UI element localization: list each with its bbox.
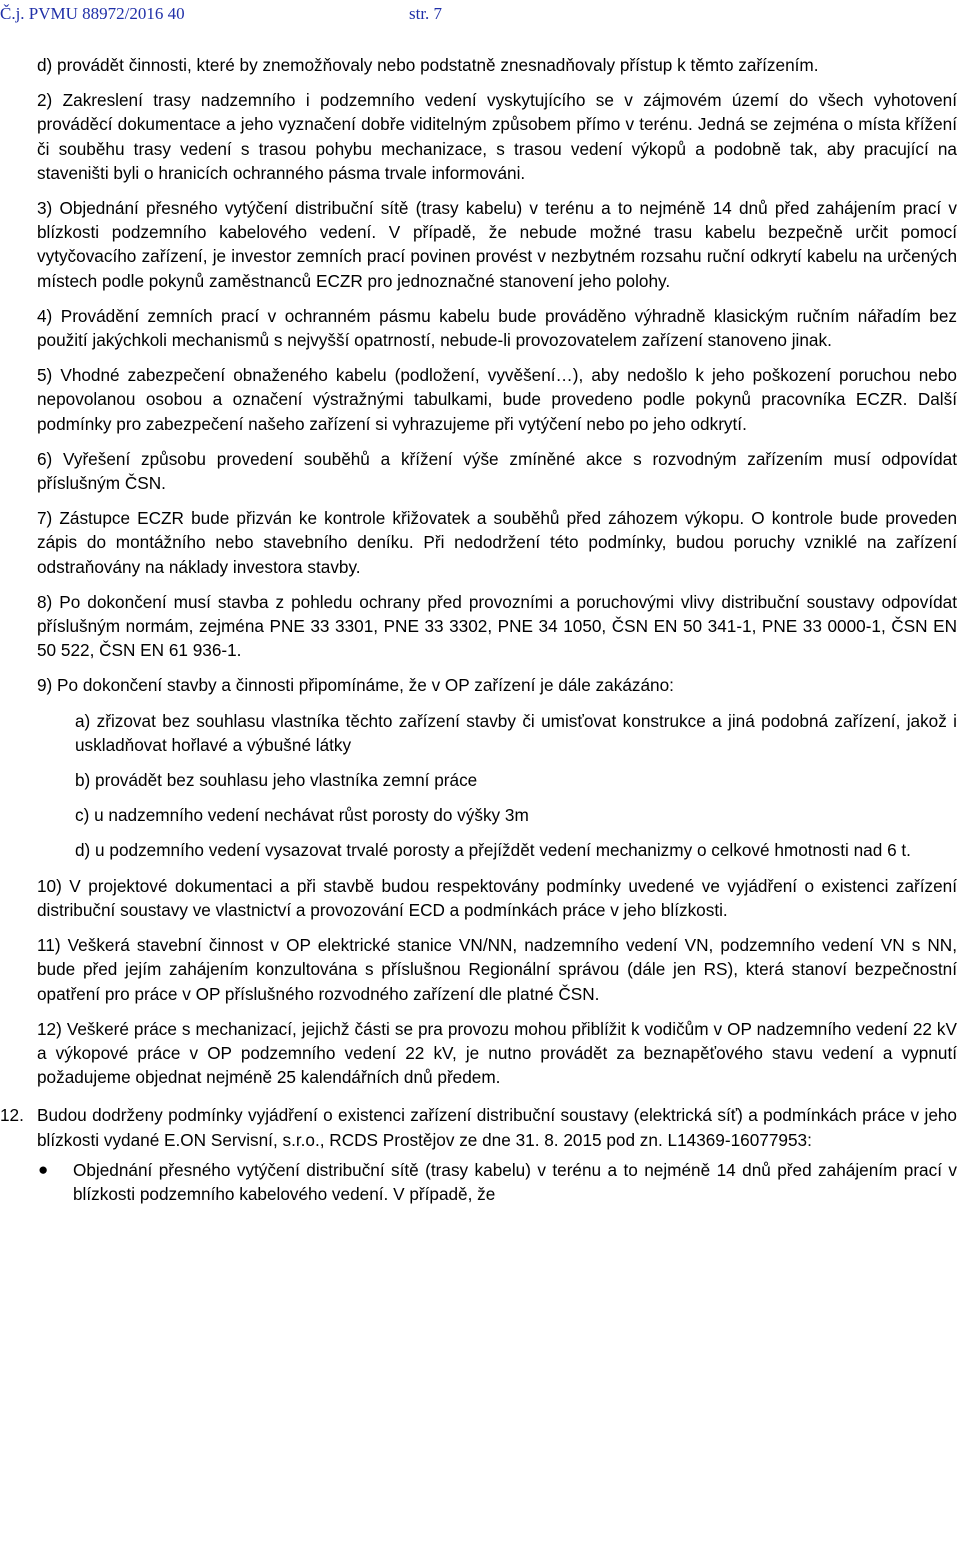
paragraph-12: 12) Veškeré práce s mechanizací, jejichž části se pra provozu mohou přiblížit k vodičům v OP nadzemního vedení 22 kV a výkopové práce v OP podzemního vedení 22 kV, je nutno provádět za beznapěťového stavu vedení a vypnutí požadujeme objednat nejméně 25 kalendářních dnů předem. (37, 1018, 957, 1088)
page-number: str. 7 (409, 4, 443, 23)
numbered-item-text: Budou dodrženy podmínky vyjádření o existenci zařízení distribuční soustavy (elektrická síť) a podmínkách práce v jeho blízkosti vydané E.ON Servisní, s.r.o., RCDS Prostějov ze dne 31. 8. 2015 pod zn. L14369-16077953: (37, 1105, 957, 1150)
numbered-item-12 (0, 1103, 957, 1151)
paragraph-4: 4) Provádění zemních prací v ochranném pásmu kabelu bude prováděno výhradně klasickým ručním nářadím bez použití jakýchkoli mechanismů s nejvyšší opatrností, nebude-li provozovatelem zařízení stanoveno jinak. (37, 305, 957, 351)
paragraph-10: 10) V projektové dokumentaci a při stavbě budou respektovány podmínky uvedené ve vyjádření o existenci zařízení distribuční soustavy ve vlastnictví a provozování ECD a podmínkách práce v jeho blízkosti. (37, 875, 957, 920)
sub-item-b: b) provádět bez souhlasu jeho vlastníka zemní práce (75, 770, 478, 791)
item-number: 12. (0, 1105, 24, 1126)
sub-item-d: d) u podzemního vedení vysazovat trvalé porosty a přejíždět vedení mechanizmy o celkové hmotnosti nad 6 t. (75, 840, 911, 861)
paragraph-6: 6) Vyřešení způsobu provedení souběhů a křížení výše zmíněné akce s rozvodným zařízením musí odpovídat příslušným ČSN. (37, 448, 957, 494)
bullet-text: Objednání přesného vytýčení distribuční sítě (trasy kabelu) v terénu a to nejméně 14 dnů před zahájením prací v blízkosti podzemního kabelového vedení. V případě, že (73, 1159, 957, 1204)
document-reference: Č.j. PVMU 88972/2016 40 (0, 4, 185, 23)
sub-item-a: a) zřizovat bez souhlasu vlastníka těchto zařízení stavby či umisťovat konstrukce a jiná podobná zařízení, jakož i uskladňovat hořlavé a výbušné látky (75, 710, 957, 755)
bullet-item (37, 1158, 957, 1206)
paragraph-11: 11) Veškerá stavební činnost v OP elektrické stanice VN/NN, nadzemního vedení VN, podzemního vedení VN s NN, bude před jejím zahájením konzultována s příslušnou Regionální správou (dále jen RS), která stanoví bezpečnostní opatření pro práce v OP příslušného rozvodného zařízení dle platné ČSN. (37, 935, 957, 1004)
bullet-icon: ● (38, 1159, 49, 1179)
paragraph-5: 5) Vhodné zabezpečení obnaženého kabelu (podložení, vyvěšení…), aby nedošlo k jeho poškození poruchou nebo nepovolanou osobou a označení výstražnými tabulkami, bude provedeno podle pokynů pracovníka ECZR. Další podmínky pro zabezpečení našeho zařízení si vyhrazujeme při vytýčení nebo po jeho odkrytí. (37, 365, 957, 434)
paragraph-3: 3) Objednání přesného vytýčení distribuční sítě (trasy kabelu) v terénu a to nejméně 14 dnů před zahájením prací v blízkosti podzemního kabelového vedení. V případě, že nebude možné trasu kabelu bezpečně určit pomocí vytyčovacího zařízení, je investor zemních prací povinen provést v nezbytném rozsahu ruční odkrytí kabelu na určených místech podle pokynů zaměstnanců ECZR pro jednoznačné stanovení jeho polohy. (37, 198, 957, 291)
page-header (0, 4, 960, 30)
document-body (0, 53, 957, 1206)
paragraph-2: 2) Zakreslení trasy nadzemního i podzemního vedení vyskytujícího se v zájmovém území do všech vyhotovení prováděcí dokumentace a jeho vyznačení dobře viditelným způsobem přímo v terénu. Jedná se zejména o místa křížení či souběhu trasy vedení s trasou pohybu mechanizace, s trasou vedení výkopů a podobně tak, aby pracující na staveništi byli o hranicích ochranného pásma trvale informováni. (37, 90, 957, 183)
paragraph-d: d) provádět činnosti, které by znemožňovaly nebo podstatně znesnadňovaly přístup k těmto zařízením. (37, 55, 819, 75)
paragraph-9: 9) Po dokončení stavby a činnosti připomínáme, že v OP zařízení je dále zakázáno: (37, 675, 674, 696)
sub-item-c: c) u nadzemního vedení nechávat růst porosty do výšky 3m (75, 805, 529, 826)
paragraph-7: 7) Zástupce ECZR bude přizván ke kontrole křižovatek a souběhů před záhozem výkopu. O kontrole bude proveden zápis do montážního nebo stavebního deníku. Při nedodržení této podmínky, budou poruchy vzniklé na zařízení odstraňovány na náklady investora stavby. (37, 508, 957, 577)
paragraph-8: 8) Po dokončení musí stavba z pohledu ochrany před provozními a poruchovými vlivy distribuční soustavy odpovídat příslušným normám, zejména PNE 33 3301, PNE 33 3302, PNE 34 1050, ČSN EN 50 341-1, PNE 33 0000-1, ČSN EN 50 522, ČSN EN 61 936-1. (37, 591, 957, 661)
